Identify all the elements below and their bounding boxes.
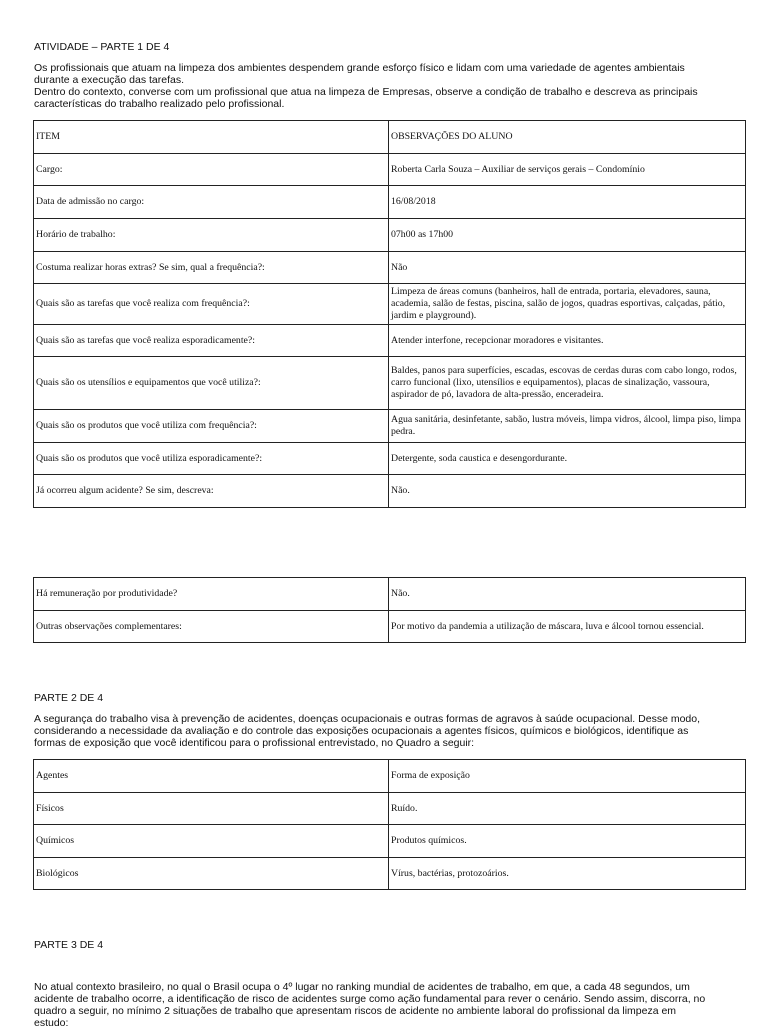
- table-cell: Há remuneração por produtividade?: [34, 578, 389, 611]
- table-cell: Horário de trabalho:: [34, 219, 389, 252]
- part2-text: [34, 713, 740, 749]
- exposure-table: [33, 759, 746, 890]
- table-cell: ITEM: [34, 121, 389, 154]
- table-cell: Forma de exposição: [389, 760, 746, 793]
- table-cell: 07h00 as 17h00: [389, 219, 746, 252]
- table-cell: Quais são os produtos que você utiliza com frequência?:: [34, 410, 389, 443]
- table-header-row: [34, 760, 746, 793]
- intro-line: Dentro do contexto, converse com um profissional que atua na limpeza de Empresas, observe a condição de trabalho e descreva as principais: [34, 86, 698, 98]
- table-cell: Detergente, soda caustica e desengordurante.: [389, 443, 746, 475]
- table-cell: Data de admissão no cargo:: [34, 186, 389, 219]
- table-cell: Quais são os produtos que você utiliza esporadicamente?:: [34, 443, 389, 475]
- table-cell: Limpeza de áreas comuns (banheiros, hall de entrada, portaria, elevadores, sauna, academia, salão de festas, piscina, salão de jogos, quadras esportivas, calçadas, pátio, jardim e playground).: [389, 284, 746, 325]
- table-cell: 16/08/2018: [389, 186, 746, 219]
- text-line: acidente de trabalho ocorre, a identificação de risco de acidentes surge como ação fundamental para rever o cenário. Sendo assim, discorra, no: [34, 993, 706, 1005]
- text-line: A segurança do trabalho visa à prevenção de acidentes, doenças ocupacionais e outras formas de agravos à saúde ocupacional. Desse modo,: [34, 713, 701, 725]
- table-cell: Por motivo da pandemia a utilização de máscara, luva e álcool tornou essencial.: [389, 611, 746, 643]
- table-cell: Baldes, panos para superfícies, escadas, escovas de cerdas duras com cabo longo, rodos, carro funcional (lixo, utensílios e equipamentos), placas de sinalização, vassoura, aspirador de pó, lavadora de alta-pressão, enceradeira.: [389, 357, 746, 410]
- table-cell: Não.: [389, 578, 746, 611]
- table-row: [34, 357, 746, 410]
- table-cell: Vírus, bactérias, protozoários.: [389, 858, 746, 890]
- table-row: [34, 154, 746, 186]
- table-row: [34, 252, 746, 284]
- table-row: [34, 858, 746, 890]
- text-line: No atual contexto brasileiro, no qual o Brasil ocupa o 4º lugar no ranking mundial de acidentes de trabalho, em que, a cada 48 segundos, um: [34, 981, 690, 993]
- table-cell: Não: [389, 252, 746, 284]
- table-cell: Quais são as tarefas que você realiza com frequência?:: [34, 284, 389, 325]
- intro-line: características do trabalho realizado pelo profissional.: [34, 98, 285, 110]
- part2-heading: PARTE 2 DE 4: [34, 692, 104, 704]
- text-line: estudo:: [34, 1017, 69, 1029]
- table-cell: Já ocorreu algum acidente? Se sim, descreva:: [34, 475, 389, 508]
- table-cell: Biológicos: [34, 858, 389, 890]
- table-row: [34, 793, 746, 825]
- text-line: formas de exposição que você identificou para o profissional entrevistado, no Quadro a seguir:: [34, 737, 475, 749]
- extra-observations-table: [33, 577, 746, 643]
- table-cell: Agentes: [34, 760, 389, 793]
- table-cell: Produtos químicos.: [389, 825, 746, 858]
- table-cell: Ruído.: [389, 793, 746, 825]
- table-cell: Quais são as tarefas que você realiza esporadicamente?:: [34, 325, 389, 357]
- table-cell: Químicos: [34, 825, 389, 858]
- text-line: considerando a necessidade da avaliação e do controle das exposições ocupacionais a agentes físicos, químicos e biológicos, identifique as: [34, 725, 689, 737]
- table-cell: Outras observações complementares:: [34, 611, 389, 643]
- table-cell: Físicos: [34, 793, 389, 825]
- table-row: [34, 186, 746, 219]
- table-row: [34, 325, 746, 357]
- part3-heading: PARTE 3 DE 4: [34, 939, 104, 951]
- table-header-row: [34, 121, 746, 154]
- table-row: [34, 825, 746, 858]
- table-row: [34, 475, 746, 508]
- table-row: [34, 578, 746, 611]
- table-row: [34, 410, 746, 443]
- table-row: [34, 284, 746, 325]
- table-cell: Agua sanitária, desinfetante, sabão, lustra móveis, limpa vidros, álcool, limpa piso, limpa pedra.: [389, 410, 746, 443]
- table-cell: OBSERVAÇÕES DO ALUNO: [389, 121, 746, 154]
- intro-line: durante a execução das tarefas.: [34, 74, 185, 86]
- interview-table: [33, 120, 746, 508]
- table-cell: Atender interfone, recepcionar moradores e visitantes.: [389, 325, 746, 357]
- intro-line: Os profissionais que atuam na limpeza dos ambientes despendem grande esforço físico e lidam com uma variedade de agentes ambientais: [34, 62, 685, 74]
- table-cell: Costuma realizar horas extras? Se sim, qual a frequência?:: [34, 252, 389, 284]
- table-cell: Não.: [389, 475, 746, 508]
- table-row: [34, 443, 746, 475]
- part1-intro: [34, 62, 740, 110]
- table-row: [34, 219, 746, 252]
- table-row: [34, 611, 746, 643]
- table-cell: Quais são os utensílios e equipamentos que você utiliza?:: [34, 357, 389, 410]
- table-cell: Cargo:: [34, 154, 389, 186]
- part1-heading: ATIVIDADE – PARTE 1 DE 4: [34, 41, 170, 53]
- text-line: quadro a seguir, no mínimo 2 situações de trabalho que apresentam riscos de acidente no ambiente laboral do profissional da limpeza em: [34, 1005, 677, 1017]
- table-cell: Roberta Carla Souza – Auxiliar de serviços gerais – Condomínio: [389, 154, 746, 186]
- part3-text: [34, 981, 740, 1029]
